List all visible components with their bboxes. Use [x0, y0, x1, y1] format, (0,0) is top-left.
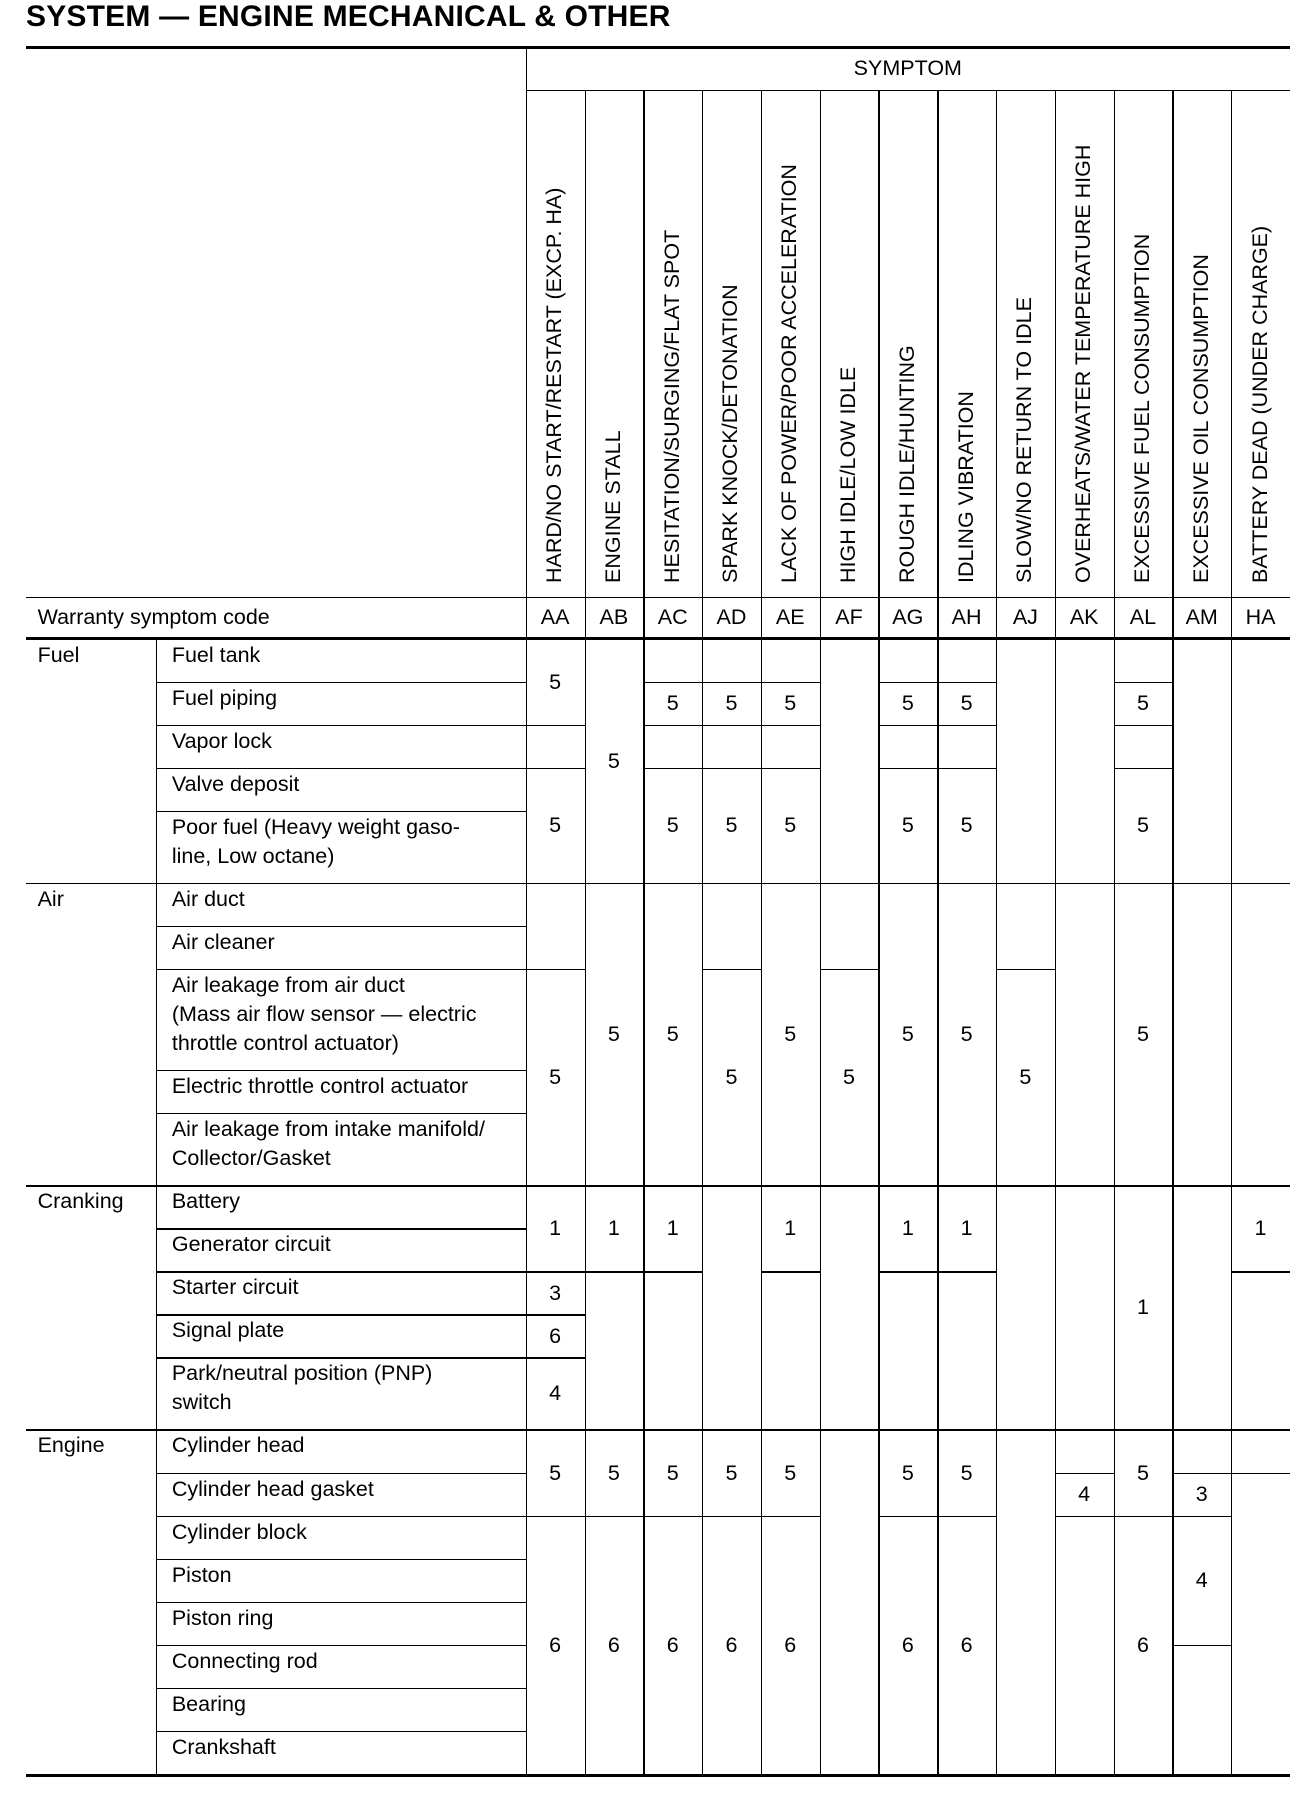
symptom-value: 4	[549, 1381, 562, 1406]
cell-divider	[585, 1516, 644, 1517]
row-label: Piston ring	[171, 1605, 274, 1630]
row-label: Collector/Gasket	[171, 1146, 331, 1171]
symptom-code: AM	[1185, 604, 1218, 629]
symptom-underline	[526, 90, 1290, 92]
row-label: Electric throttle control actuator	[171, 1074, 469, 1099]
cell-divider	[1114, 768, 1173, 769]
cell-divider	[1172, 1429, 1231, 1430]
symptom-label: BATTERY DEAD (UNDER CHARGE)	[1247, 225, 1272, 583]
cell-divider	[761, 883, 820, 884]
symptom-value: 6	[960, 1632, 973, 1657]
cell-divider	[526, 969, 585, 970]
row-label: Cylinder head gasket	[171, 1476, 374, 1501]
symptom-value: 5	[607, 1460, 620, 1485]
cell-divider	[1231, 883, 1290, 884]
symptom-value: 6	[784, 1632, 797, 1657]
cell-divider	[702, 725, 761, 726]
cell-divider	[820, 1429, 879, 1430]
cell-divider	[878, 883, 937, 884]
symptom-value: 5	[607, 1022, 620, 1046]
symptom-label: IDLING VIBRATION	[953, 390, 978, 583]
cell-divider	[761, 1185, 820, 1186]
row-label: Battery	[171, 1189, 240, 1214]
symptom-value: 5	[901, 813, 914, 838]
cell-divider	[526, 725, 585, 726]
symptom-value: 3	[549, 1280, 562, 1305]
symptom-value: 6	[666, 1632, 679, 1657]
row-label: line, Low octane)	[171, 843, 335, 868]
symptom-value: 5	[1019, 1065, 1032, 1090]
cell-divider	[643, 1185, 702, 1186]
cell-divider	[937, 725, 996, 726]
symptom-value: 5	[1136, 1460, 1149, 1485]
cell-divider	[937, 1429, 996, 1430]
symptom-value: 6	[901, 1632, 914, 1657]
cell-divider	[878, 682, 937, 683]
symptom-value: 5	[960, 813, 973, 838]
row-label: Crankshaft	[171, 1734, 276, 1759]
symptom-value: 6	[549, 1632, 562, 1657]
row-label: Fuel tank	[171, 642, 261, 667]
symptom-value: 3	[1195, 1482, 1208, 1507]
symptom-value: 5	[960, 1460, 973, 1485]
row-label: Generator circuit	[171, 1232, 331, 1257]
cell-divider	[526, 768, 585, 769]
cell-divider	[820, 1185, 879, 1186]
cell-divider	[526, 883, 585, 884]
cell-divider	[1231, 1473, 1290, 1474]
cell-divider	[878, 725, 937, 726]
row-label: Air leakage from air duct	[171, 972, 405, 997]
label-column-divider	[526, 48, 528, 1775]
cell-divider	[702, 883, 761, 884]
cell-divider	[1055, 1429, 1114, 1430]
cell-divider	[1055, 1473, 1114, 1474]
cell-divider	[996, 1429, 1055, 1430]
symptom-value: 5	[666, 1460, 679, 1485]
symptom-value: 1	[960, 1216, 973, 1241]
symptom-column-divider	[702, 90, 703, 1775]
symptom-column-divider	[1231, 90, 1232, 1775]
symptom-value: 6	[549, 1323, 562, 1348]
cell-divider	[643, 1271, 702, 1272]
symptom-value: 5	[784, 1022, 797, 1046]
cell-divider	[526, 1429, 585, 1430]
symptom-code: AB	[599, 604, 629, 629]
cell-divider	[526, 1516, 585, 1517]
top-rule	[26, 46, 1290, 50]
symptom-value: 5	[901, 1460, 914, 1485]
cell-divider	[1114, 682, 1173, 683]
cell-divider	[1172, 1516, 1231, 1517]
row-label: (Mass air flow sensor — electric	[171, 1001, 477, 1026]
symptom-column-divider	[1172, 90, 1173, 1775]
cell-divider	[761, 1271, 820, 1272]
cell-divider	[761, 768, 820, 769]
cell-divider	[996, 1185, 1055, 1186]
symptom-code: AA	[540, 604, 570, 629]
symptom-column-divider	[761, 90, 762, 1775]
cell-divider	[1114, 1429, 1173, 1430]
cell-divider	[1172, 883, 1231, 884]
symptom-code: AJ	[1012, 604, 1038, 629]
symptom-label: ROUGH IDLE/HUNTING	[894, 344, 919, 583]
symptom-code: AF	[835, 604, 863, 629]
cell-divider	[937, 1271, 996, 1272]
symptom-value: 5	[725, 1065, 738, 1090]
code-row-bottom-rule	[26, 637, 1290, 640]
symptom-value: 5	[1136, 1022, 1149, 1046]
cell-divider	[937, 883, 996, 884]
symptom-value: 5	[549, 1065, 562, 1090]
row-label: switch	[171, 1390, 232, 1415]
row-label: Starter circuit	[171, 1275, 299, 1300]
symptom-label: HARD/NO START/RESTART (EXCP. HA)	[542, 187, 567, 583]
symptom-label: SPARK KNOCK/DETONATION	[718, 284, 743, 583]
symptom-label: ENGINE STALL	[600, 430, 625, 583]
cell-divider	[1055, 1516, 1114, 1517]
cell-divider	[937, 1185, 996, 1186]
group-label: Air	[37, 886, 64, 911]
cell-divider	[643, 725, 702, 726]
cell-divider	[526, 1271, 585, 1272]
symptom-value: 5	[549, 1460, 562, 1485]
row-label: throttle control actuator)	[171, 1030, 399, 1055]
cell-divider	[937, 682, 996, 683]
group-label: Cranking	[37, 1189, 124, 1214]
cell-divider	[1114, 1185, 1173, 1186]
cell-divider	[761, 1429, 820, 1430]
symptom-value: 1	[901, 1216, 914, 1241]
cell-divider	[878, 1516, 937, 1517]
symptom-column-divider	[585, 90, 586, 1775]
symptom-value: 5	[549, 813, 562, 838]
symptom-value: 5	[666, 1022, 679, 1046]
cell-divider	[996, 969, 1055, 970]
symptom-value: 5	[1136, 813, 1149, 838]
row-label: Connecting rod	[171, 1648, 318, 1673]
cell-divider	[643, 883, 702, 884]
symptom-value: 5	[843, 1065, 856, 1090]
symptom-label: HIGH IDLE/LOW IDLE	[836, 366, 861, 583]
row-label: Cylinder head	[171, 1433, 305, 1458]
cell-divider	[1231, 1185, 1290, 1186]
cell-divider	[761, 1516, 820, 1517]
symptom-value: 5	[784, 691, 797, 716]
cell-divider	[526, 1185, 585, 1186]
symptom-code: AE	[775, 604, 805, 629]
cell-divider	[1114, 1516, 1173, 1517]
symptom-value: 1	[549, 1216, 562, 1241]
cell-divider	[585, 1271, 644, 1272]
group-label: Fuel	[37, 642, 80, 667]
cell-divider	[878, 1185, 937, 1186]
cell-divider	[1172, 1473, 1231, 1474]
cell-divider	[1231, 1429, 1290, 1430]
row-label: Bearing	[171, 1691, 246, 1716]
group-label: Engine	[37, 1433, 105, 1458]
cell-divider	[585, 1429, 644, 1430]
symptom-code: AK	[1069, 604, 1099, 629]
symptom-value: 1	[1254, 1216, 1267, 1241]
cell-divider	[585, 883, 644, 884]
symptom-column-divider	[820, 90, 821, 1775]
symptom-value: 1	[1136, 1295, 1149, 1320]
cell-divider	[1172, 1185, 1231, 1186]
cell-divider	[526, 1314, 585, 1315]
row-label: Signal plate	[171, 1318, 285, 1343]
cell-divider	[702, 1429, 761, 1430]
cell-divider	[1114, 883, 1173, 884]
symptom-label: LACK OF POWER/POOR ACCELERATION	[777, 163, 802, 583]
symptom-column-divider	[1055, 90, 1056, 1775]
group-divider	[26, 1774, 1290, 1778]
symptom-value: 1	[784, 1216, 797, 1241]
symptom-value: 5	[1136, 691, 1149, 716]
cell-divider	[996, 883, 1055, 884]
cell-divider	[761, 682, 820, 683]
symptom-label: OVERHEATS/WATER TEMPERATURE HIGH	[1071, 144, 1096, 583]
cell-divider	[937, 768, 996, 769]
symptom-column-divider	[878, 90, 879, 1775]
symptom-code: AH	[951, 604, 982, 629]
cell-divider	[702, 682, 761, 683]
symptom-value: 5	[901, 1022, 914, 1046]
page-title: SYSTEM — ENGINE MECHANICAL & OTHER	[26, 0, 671, 33]
symptom-code: HA	[1245, 604, 1276, 629]
row-label: Park/neutral position (PNP)	[171, 1361, 433, 1386]
cell-divider	[643, 682, 702, 683]
symptom-header: SYMPTOM	[853, 55, 962, 80]
row-label: Cylinder block	[171, 1519, 307, 1544]
row-label: Piston	[171, 1562, 232, 1587]
code-row-top-rule	[26, 597, 1290, 599]
cell-divider	[585, 1185, 644, 1186]
cell-divider	[702, 1185, 761, 1186]
symptom-value: 5	[725, 813, 738, 838]
symptom-label: EXCESSIVE FUEL CONSUMPTION	[1129, 233, 1154, 583]
group-column-divider	[156, 639, 158, 1775]
row-label: Air cleaner	[171, 929, 275, 954]
cell-divider	[1055, 883, 1114, 884]
row-label: Fuel piping	[171, 685, 278, 710]
cell-divider	[643, 768, 702, 769]
symptom-value: 5	[666, 691, 679, 716]
cell-divider	[820, 969, 879, 970]
symptom-value: 5	[607, 748, 620, 773]
symptom-label: EXCESSIVE OIL CONSUMPTION	[1188, 253, 1213, 583]
symptom-code: AL	[1129, 604, 1157, 629]
cell-divider	[1231, 1271, 1290, 1272]
symptom-value: 4	[1078, 1482, 1091, 1507]
symptom-column-divider	[1114, 90, 1115, 1775]
symptom-value: 5	[549, 669, 562, 694]
cell-divider	[878, 1271, 937, 1272]
cell-divider	[878, 1429, 937, 1430]
symptom-value: 1	[666, 1216, 679, 1241]
symptom-value: 6	[1136, 1632, 1149, 1657]
row-label: Air duct	[171, 886, 245, 911]
cell-divider	[1172, 1645, 1231, 1646]
symptom-value: 5	[960, 691, 973, 716]
symptom-label: SLOW/NO RETURN TO IDLE	[1012, 296, 1037, 583]
symptom-value: 5	[784, 1460, 797, 1485]
row-label: Poor fuel (Heavy weight gaso-	[171, 814, 460, 839]
cell-divider	[1055, 1185, 1114, 1186]
cell-divider	[761, 725, 820, 726]
symptom-code: AC	[657, 604, 688, 629]
symptom-value: 5	[901, 691, 914, 716]
row-label: Vapor lock	[171, 728, 272, 753]
warranty-symptom-code-label: Warranty symptom code	[37, 604, 270, 629]
symptom-value: 5	[784, 813, 797, 838]
cell-divider	[643, 1429, 702, 1430]
row-label: Air leakage from intake manifold/	[171, 1117, 485, 1142]
symptom-column-divider	[996, 90, 997, 1775]
row-label: Valve deposit	[171, 771, 300, 796]
cell-divider	[1114, 725, 1173, 726]
symptom-value: 4	[1195, 1568, 1208, 1593]
symptom-column-divider	[937, 90, 938, 1775]
cell-divider	[702, 969, 761, 970]
cell-divider	[526, 1357, 585, 1358]
cell-divider	[643, 1516, 702, 1517]
symptom-label: HESITATION/SURGING/FLAT SPOT	[659, 229, 684, 583]
cell-divider	[878, 768, 937, 769]
symptom-code: AG	[892, 604, 924, 629]
symptom-value: 5	[960, 1022, 973, 1046]
symptom-value: 5	[725, 1460, 738, 1485]
symptom-value: 6	[725, 1632, 738, 1657]
cell-divider	[820, 883, 879, 884]
cell-divider	[937, 1516, 996, 1517]
symptom-value: 1	[607, 1216, 620, 1241]
symptom-value: 5	[666, 813, 679, 838]
symptom-column-divider	[643, 90, 644, 1775]
symptom-value: 6	[607, 1632, 620, 1657]
cell-divider	[702, 1516, 761, 1517]
symptom-code: AD	[716, 604, 747, 629]
cell-divider	[702, 768, 761, 769]
symptom-value: 5	[725, 691, 738, 716]
